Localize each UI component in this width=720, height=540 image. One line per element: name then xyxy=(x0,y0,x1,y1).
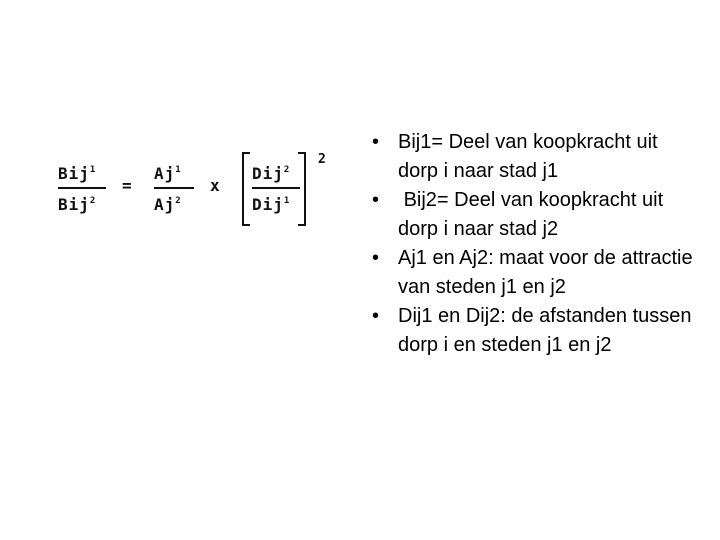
bullet-marker: • xyxy=(372,247,380,269)
formula-equals-sign: = xyxy=(122,176,133,195)
formula-times-sign: x xyxy=(210,176,221,195)
bullet-text: Bij2= Deel van koopkracht uit dorp i naar stad j2 xyxy=(398,189,669,240)
formula-exponent: 2 xyxy=(318,152,326,167)
bullet-text: Aj1 en Aj2: maat voor de attractie van steden j1 en j2 xyxy=(398,247,693,298)
bullet-marker: • xyxy=(372,305,380,327)
bullet-marker: • xyxy=(372,131,380,153)
gravity-formula-image xyxy=(50,140,350,240)
formula-d-denominator: Dij$^1$ xyxy=(252,195,291,214)
list-item xyxy=(366,302,696,360)
formula-d-numerator: Dij$^2$ xyxy=(252,164,291,183)
formula-a-denominator: Aj$^2$ xyxy=(154,195,182,214)
list-item xyxy=(366,244,696,302)
list-item xyxy=(366,128,696,186)
formula-lhs-fraction-bar xyxy=(58,187,106,189)
list-item xyxy=(366,186,696,244)
bullet-text: Bij1= Deel van koopkracht uit dorp i naar stad j1 xyxy=(398,131,658,182)
bullet-text: Dij1 en Dij2: de afstanden tussen dorp i en steden j1 en j2 xyxy=(398,305,692,356)
bullet-marker: • xyxy=(372,189,380,211)
formula-lhs-denominator: Bij$^2$ xyxy=(58,195,97,214)
formula-lhs-numerator: Bij$^1$ xyxy=(58,164,97,183)
formula-d-fraction-bar xyxy=(252,187,300,189)
formula-left-bracket xyxy=(242,152,250,226)
formula-right-bracket xyxy=(298,152,306,226)
formula-a-numerator: Aj$^1$ xyxy=(154,164,182,183)
bullet-list xyxy=(366,128,696,360)
formula-a-fraction-bar xyxy=(154,187,194,189)
